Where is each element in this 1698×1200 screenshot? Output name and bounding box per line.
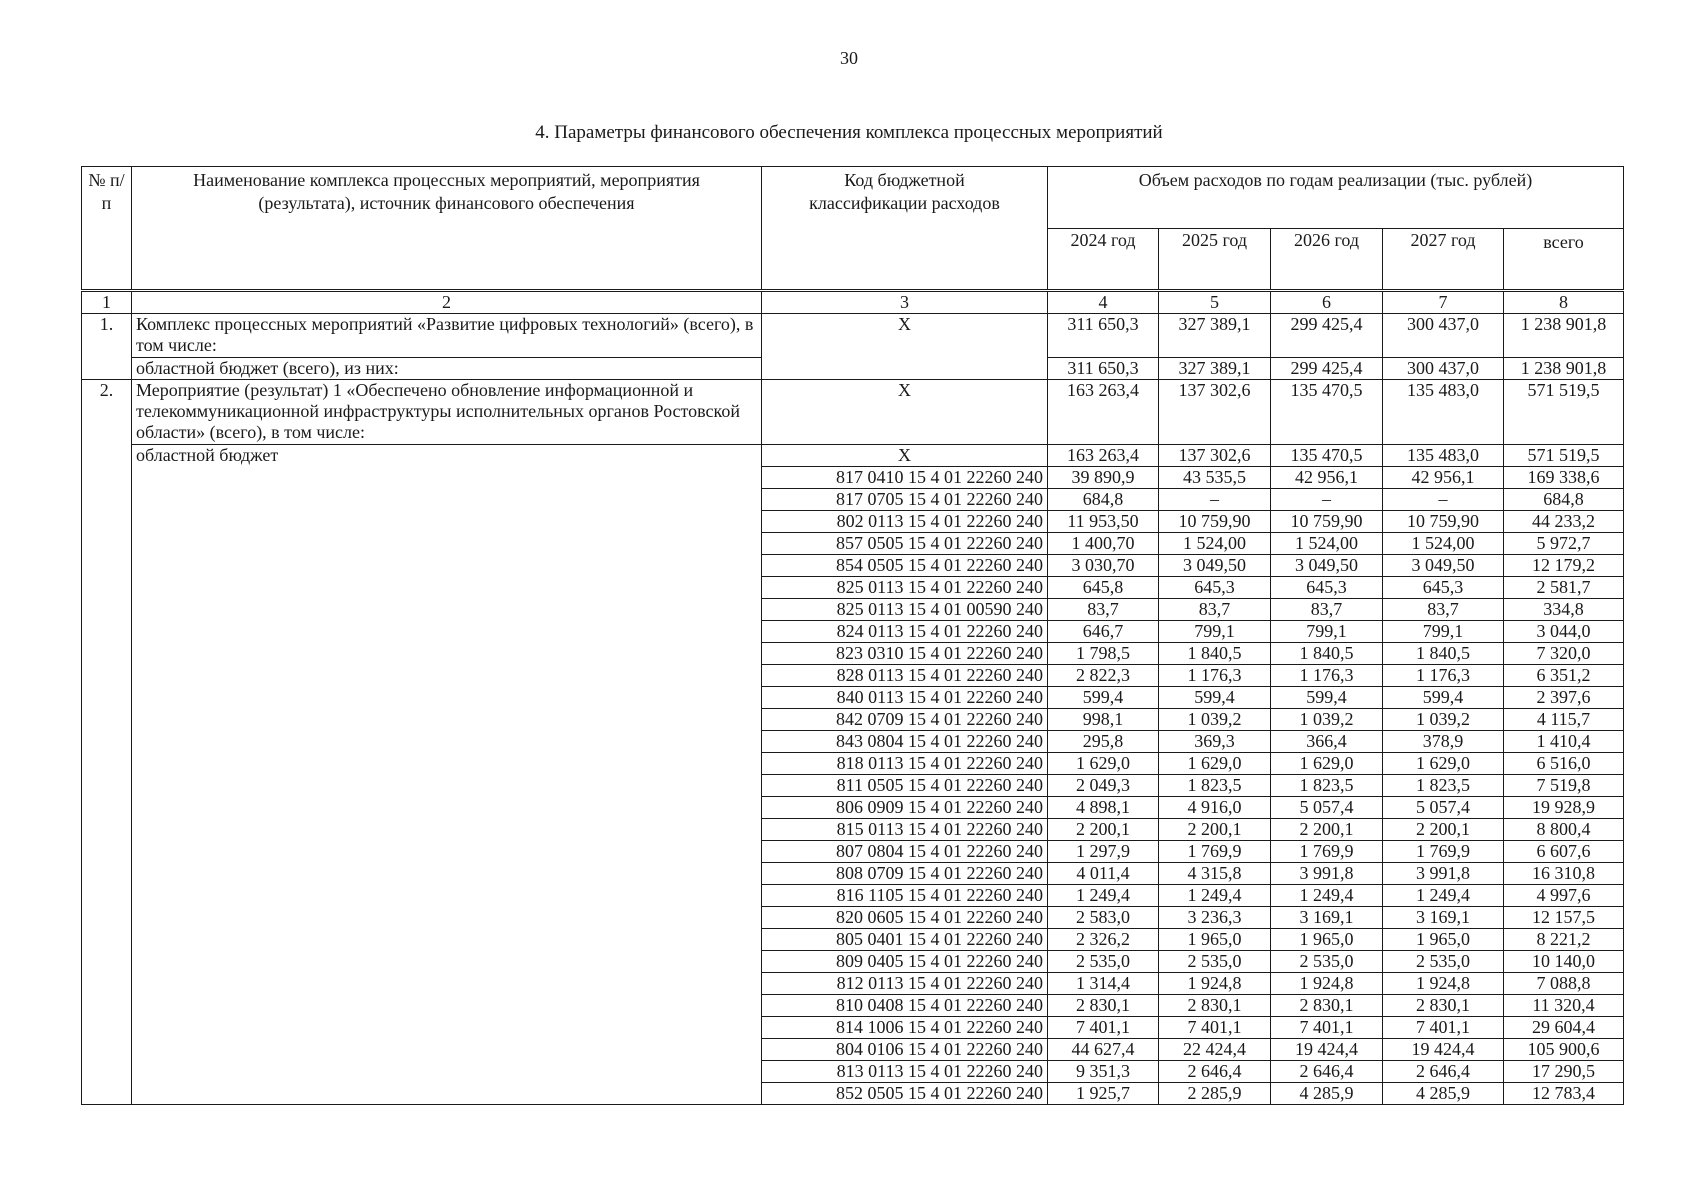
- budget-code: 813 0113 15 4 01 22260 240: [762, 1061, 1048, 1083]
- value-2027: 5 057,4: [1383, 797, 1504, 819]
- value-2026: 3 049,50: [1271, 555, 1383, 577]
- value-2025: 2 535,0: [1159, 951, 1271, 973]
- value-2026: –: [1271, 489, 1383, 511]
- value-2026: 1 965,0: [1271, 929, 1383, 951]
- budget-code: 818 0113 15 4 01 22260 240: [762, 753, 1048, 775]
- value-2024: 1 629,0: [1048, 753, 1159, 775]
- header-volume: Объем расходов по годам реализации (тыс. рублей): [1048, 167, 1624, 229]
- value-2025: 1 965,0: [1159, 929, 1271, 951]
- budget-code: 825 0113 15 4 01 00590 240: [762, 599, 1048, 621]
- value-total: 7 088,8: [1504, 973, 1624, 995]
- value-2026: 645,3: [1271, 577, 1383, 599]
- header-total: всего: [1504, 229, 1624, 291]
- value-2024: 4 898,1: [1048, 797, 1159, 819]
- section-2-budget-name: областной бюджет: [132, 445, 762, 1105]
- budget-code: 804 0106 15 4 01 22260 240: [762, 1039, 1048, 1061]
- value-total: 12 157,5: [1504, 907, 1624, 929]
- section-2-name: Мероприятие (результат) 1 «Обеспечено обновление информационной и телекоммуникационной инфраструктуры исполнительных органов Ростовской области» (всего), в том числе:: [132, 380, 762, 445]
- value-2025: 43 535,5: [1159, 467, 1271, 489]
- value-2024: 3 030,70: [1048, 555, 1159, 577]
- page-number: 30: [840, 48, 858, 68]
- value-2027: 378,9: [1383, 731, 1504, 753]
- budget-code: 805 0401 15 4 01 22260 240: [762, 929, 1048, 951]
- header-code: Код бюджетной классификации расходов: [762, 167, 1048, 291]
- value-total: 6 351,2: [1504, 665, 1624, 687]
- value-2025: 1 924,8: [1159, 973, 1271, 995]
- section-1-row: [82, 314, 1624, 358]
- budget-code: 828 0113 15 4 01 22260 240: [762, 665, 1048, 687]
- value-2027: 10 759,90: [1383, 511, 1504, 533]
- value-total: 19 928,9: [1504, 797, 1624, 819]
- value-2024: 2 326,2: [1048, 929, 1159, 951]
- value-2027: 1 249,4: [1383, 885, 1504, 907]
- value-2027: 799,1: [1383, 621, 1504, 643]
- financial-parameters-table: [81, 166, 1624, 1105]
- header-number: № п/п: [82, 167, 132, 291]
- value-2024: 44 627,4: [1048, 1039, 1159, 1061]
- value-2024: 4 011,4: [1048, 863, 1159, 885]
- value-2024: 998,1: [1048, 709, 1159, 731]
- value-2025: 327 389,1: [1159, 358, 1271, 380]
- budget-code: 840 0113 15 4 01 22260 240: [762, 687, 1048, 709]
- value-2024: 645,8: [1048, 577, 1159, 599]
- value-2024: 2 830,1: [1048, 995, 1159, 1017]
- value-2027: –: [1383, 489, 1504, 511]
- value-2027: 1 524,00: [1383, 533, 1504, 555]
- value-2027: 1 823,5: [1383, 775, 1504, 797]
- value-total: 17 290,5: [1504, 1061, 1624, 1083]
- value-2025: 83,7: [1159, 599, 1271, 621]
- value-2026: 1 249,4: [1271, 885, 1383, 907]
- section-1-code: X: [762, 314, 1048, 380]
- budget-code: 811 0505 15 4 01 22260 240: [762, 775, 1048, 797]
- value-total: 3 044,0: [1504, 621, 1624, 643]
- header-year-2024: 2024 год: [1048, 229, 1159, 291]
- value-total: 1 238 901,8: [1504, 358, 1624, 380]
- value-2025: 3 236,3: [1159, 907, 1271, 929]
- value-2026: 2 830,1: [1271, 995, 1383, 1017]
- value-2027: 7 401,1: [1383, 1017, 1504, 1039]
- value-2024: 1 249,4: [1048, 885, 1159, 907]
- value-2024: 2 049,3: [1048, 775, 1159, 797]
- value-2025: 137 302,6: [1159, 380, 1271, 445]
- section-2-row: [82, 380, 1624, 445]
- value-2024: 2 535,0: [1048, 951, 1159, 973]
- value-total: 105 900,6: [1504, 1039, 1624, 1061]
- value-2025: 2 200,1: [1159, 819, 1271, 841]
- document-title: 4. Параметры финансового обеспечения комплекса процессных мероприятий: [535, 122, 1163, 143]
- value-2026: 3 991,8: [1271, 863, 1383, 885]
- value-2024: 1 925,7: [1048, 1083, 1159, 1105]
- value-2024: 646,7: [1048, 621, 1159, 643]
- column-number: 8: [1504, 291, 1624, 314]
- value-total: 571 519,5: [1504, 380, 1624, 445]
- value-2026: 135 470,5: [1271, 380, 1383, 445]
- value-total: 16 310,8: [1504, 863, 1624, 885]
- value-2024: 2 583,0: [1048, 907, 1159, 929]
- value-2025: 1 249,4: [1159, 885, 1271, 907]
- value-2025: 7 401,1: [1159, 1017, 1271, 1039]
- value-total: 8 800,4: [1504, 819, 1624, 841]
- value-2025: 2 830,1: [1159, 995, 1271, 1017]
- section-2-code: X: [762, 380, 1048, 445]
- value-2026: 1 629,0: [1271, 753, 1383, 775]
- value-2026: 1 524,00: [1271, 533, 1383, 555]
- value-2025: 137 302,6: [1159, 445, 1271, 467]
- budget-code: 842 0709 15 4 01 22260 240: [762, 709, 1048, 731]
- header-year-2027: 2027 год: [1383, 229, 1504, 291]
- value-2024: 295,8: [1048, 731, 1159, 753]
- value-total: 4 997,6: [1504, 885, 1624, 907]
- value-total: 5 972,7: [1504, 533, 1624, 555]
- value-2025: 22 424,4: [1159, 1039, 1271, 1061]
- value-2027: 42 956,1: [1383, 467, 1504, 489]
- value-2027: 1 965,0: [1383, 929, 1504, 951]
- budget-code: 802 0113 15 4 01 22260 240: [762, 511, 1048, 533]
- value-2027: 2 830,1: [1383, 995, 1504, 1017]
- value-total: 684,8: [1504, 489, 1624, 511]
- value-2026: 10 759,90: [1271, 511, 1383, 533]
- value-2027: 1 629,0: [1383, 753, 1504, 775]
- header-year-2026: 2026 год: [1271, 229, 1383, 291]
- value-2025: 2 646,4: [1159, 1061, 1271, 1083]
- column-number: 4: [1048, 291, 1159, 314]
- budget-code: 817 0410 15 4 01 22260 240: [762, 467, 1048, 489]
- value-2026: 3 169,1: [1271, 907, 1383, 929]
- value-total: 571 519,5: [1504, 445, 1624, 467]
- value-2027: 599,4: [1383, 687, 1504, 709]
- header-year-2025: 2025 год: [1159, 229, 1271, 291]
- value-total: 11 320,4: [1504, 995, 1624, 1017]
- value-2024: 9 351,3: [1048, 1061, 1159, 1083]
- value-2024: 163 263,4: [1048, 380, 1159, 445]
- value-2025: 799,1: [1159, 621, 1271, 643]
- value-2027: 1 176,3: [1383, 665, 1504, 687]
- value-2025: 4 315,8: [1159, 863, 1271, 885]
- value-total: 1 410,4: [1504, 731, 1624, 753]
- value-2027: 135 483,0: [1383, 445, 1504, 467]
- value-2026: 1 924,8: [1271, 973, 1383, 995]
- value-2027: 135 483,0: [1383, 380, 1504, 445]
- value-total: 7 519,8: [1504, 775, 1624, 797]
- column-number: 1: [82, 291, 132, 314]
- value-total: 10 140,0: [1504, 951, 1624, 973]
- budget-code: 854 0505 15 4 01 22260 240: [762, 555, 1048, 577]
- value-2027: 645,3: [1383, 577, 1504, 599]
- value-2025: 1 176,3: [1159, 665, 1271, 687]
- value-2024: 39 890,9: [1048, 467, 1159, 489]
- value-2026: 1 176,3: [1271, 665, 1383, 687]
- value-total: 334,8: [1504, 599, 1624, 621]
- value-2027: 83,7: [1383, 599, 1504, 621]
- value-total: 169 338,6: [1504, 467, 1624, 489]
- value-2026: 1 840,5: [1271, 643, 1383, 665]
- budget-code: 810 0408 15 4 01 22260 240: [762, 995, 1048, 1017]
- value-2024: 684,8: [1048, 489, 1159, 511]
- value-2025: 2 285,9: [1159, 1083, 1271, 1105]
- value-2024: 599,4: [1048, 687, 1159, 709]
- value-total: 2 581,7: [1504, 577, 1624, 599]
- value-2027: 300 437,0: [1383, 358, 1504, 380]
- value-2026: 2 200,1: [1271, 819, 1383, 841]
- value-2027: 4 285,9: [1383, 1083, 1504, 1105]
- value-2027: 3 991,8: [1383, 863, 1504, 885]
- value-2027: 2 535,0: [1383, 951, 1504, 973]
- value-2027: 2 646,4: [1383, 1061, 1504, 1083]
- value-2026: 4 285,9: [1271, 1083, 1383, 1105]
- value-2024: 11 953,50: [1048, 511, 1159, 533]
- value-2026: 42 956,1: [1271, 467, 1383, 489]
- value-2025: 1 769,9: [1159, 841, 1271, 863]
- value-2026: 299 425,4: [1271, 314, 1383, 358]
- value-total: 4 115,7: [1504, 709, 1624, 731]
- budget-code: 812 0113 15 4 01 22260 240: [762, 973, 1048, 995]
- value-total: 44 233,2: [1504, 511, 1624, 533]
- value-2026: 19 424,4: [1271, 1039, 1383, 1061]
- value-2026: 2 535,0: [1271, 951, 1383, 973]
- value-2025: 3 049,50: [1159, 555, 1271, 577]
- value-2026: 1 769,9: [1271, 841, 1383, 863]
- column-number: 7: [1383, 291, 1504, 314]
- value-2027: 2 200,1: [1383, 819, 1504, 841]
- value-2024: 1 798,5: [1048, 643, 1159, 665]
- column-number: 5: [1159, 291, 1271, 314]
- value-2024: 2 822,3: [1048, 665, 1159, 687]
- value-2025: 10 759,90: [1159, 511, 1271, 533]
- value-2025: 4 916,0: [1159, 797, 1271, 819]
- budget-code: 809 0405 15 4 01 22260 240: [762, 951, 1048, 973]
- row-number: 1.: [82, 314, 132, 380]
- value-2025: 327 389,1: [1159, 314, 1271, 358]
- budget-code: 820 0605 15 4 01 22260 240: [762, 907, 1048, 929]
- value-2025: –: [1159, 489, 1271, 511]
- value-2024: 2 200,1: [1048, 819, 1159, 841]
- column-number: 6: [1271, 291, 1383, 314]
- value-total: 2 397,6: [1504, 687, 1624, 709]
- value-2024: 1 297,9: [1048, 841, 1159, 863]
- budget-code: 857 0505 15 4 01 22260 240: [762, 533, 1048, 555]
- budget-code: 825 0113 15 4 01 22260 240: [762, 577, 1048, 599]
- value-2024: 1 314,4: [1048, 973, 1159, 995]
- value-2027: 300 437,0: [1383, 314, 1504, 358]
- value-total: 7 320,0: [1504, 643, 1624, 665]
- budget-code: 823 0310 15 4 01 22260 240: [762, 643, 1048, 665]
- header-name: Наименование комплекса процессных мероприятий, мероприятия (результата), источник финансового обеспечения: [132, 167, 762, 291]
- budget-code: 815 0113 15 4 01 22260 240: [762, 819, 1048, 841]
- value-2025: 1 823,5: [1159, 775, 1271, 797]
- value-2026: 1 823,5: [1271, 775, 1383, 797]
- value-2027: 1 769,9: [1383, 841, 1504, 863]
- value-2025: 369,3: [1159, 731, 1271, 753]
- budget-code: 817 0705 15 4 01 22260 240: [762, 489, 1048, 511]
- value-2025: 599,4: [1159, 687, 1271, 709]
- value-2026: 7 401,1: [1271, 1017, 1383, 1039]
- value-2025: 1 524,00: [1159, 533, 1271, 555]
- value-2027: 1 924,8: [1383, 973, 1504, 995]
- budget-code: 816 1105 15 4 01 22260 240: [762, 885, 1048, 907]
- value-2027: 3 049,50: [1383, 555, 1504, 577]
- value-2026: 2 646,4: [1271, 1061, 1383, 1083]
- value-total: 29 604,4: [1504, 1017, 1624, 1039]
- value-2024: 1 400,70: [1048, 533, 1159, 555]
- value-2026: 135 470,5: [1271, 445, 1383, 467]
- value-2026: 5 057,4: [1271, 797, 1383, 819]
- value-total: 8 221,2: [1504, 929, 1624, 951]
- section-1-budget-name: областной бюджет (всего), из них:: [132, 358, 762, 380]
- value-total: 6 607,6: [1504, 841, 1624, 863]
- value-2025: 1 629,0: [1159, 753, 1271, 775]
- value-2024: 311 650,3: [1048, 358, 1159, 380]
- value-total: 6 516,0: [1504, 753, 1624, 775]
- value-2025: 1 039,2: [1159, 709, 1271, 731]
- value-2027: 19 424,4: [1383, 1039, 1504, 1061]
- value-2024: 311 650,3: [1048, 314, 1159, 358]
- value-total: 1 238 901,8: [1504, 314, 1624, 358]
- budget-code: 814 1006 15 4 01 22260 240: [762, 1017, 1048, 1039]
- section-2-budget-row: [82, 445, 1624, 467]
- value-2025: 645,3: [1159, 577, 1271, 599]
- budget-code: 807 0804 15 4 01 22260 240: [762, 841, 1048, 863]
- value-2027: 1 840,5: [1383, 643, 1504, 665]
- value-2026: 599,4: [1271, 687, 1383, 709]
- value-2026: 799,1: [1271, 621, 1383, 643]
- section-2-budget-code: X: [762, 445, 1048, 467]
- budget-code: 824 0113 15 4 01 22260 240: [762, 621, 1048, 643]
- row-number: 2.: [82, 380, 132, 1105]
- section-1-name: Комплекс процессных мероприятий «Развитие цифровых технологий» (всего), в том числе:: [132, 314, 762, 358]
- value-2027: 3 169,1: [1383, 907, 1504, 929]
- budget-code: 843 0804 15 4 01 22260 240: [762, 731, 1048, 753]
- column-number: 3: [762, 291, 1048, 314]
- value-2024: 83,7: [1048, 599, 1159, 621]
- column-number: 2: [132, 291, 762, 314]
- value-2026: 366,4: [1271, 731, 1383, 753]
- value-2024: 7 401,1: [1048, 1017, 1159, 1039]
- budget-code: 808 0709 15 4 01 22260 240: [762, 863, 1048, 885]
- value-2027: 1 039,2: [1383, 709, 1504, 731]
- budget-code: 806 0909 15 4 01 22260 240: [762, 797, 1048, 819]
- value-2026: 83,7: [1271, 599, 1383, 621]
- value-2024: 163 263,4: [1048, 445, 1159, 467]
- value-total: 12 783,4: [1504, 1083, 1624, 1105]
- value-2026: 299 425,4: [1271, 358, 1383, 380]
- budget-code: 852 0505 15 4 01 22260 240: [762, 1083, 1048, 1105]
- value-2026: 1 039,2: [1271, 709, 1383, 731]
- value-2025: 1 840,5: [1159, 643, 1271, 665]
- value-total: 12 179,2: [1504, 555, 1624, 577]
